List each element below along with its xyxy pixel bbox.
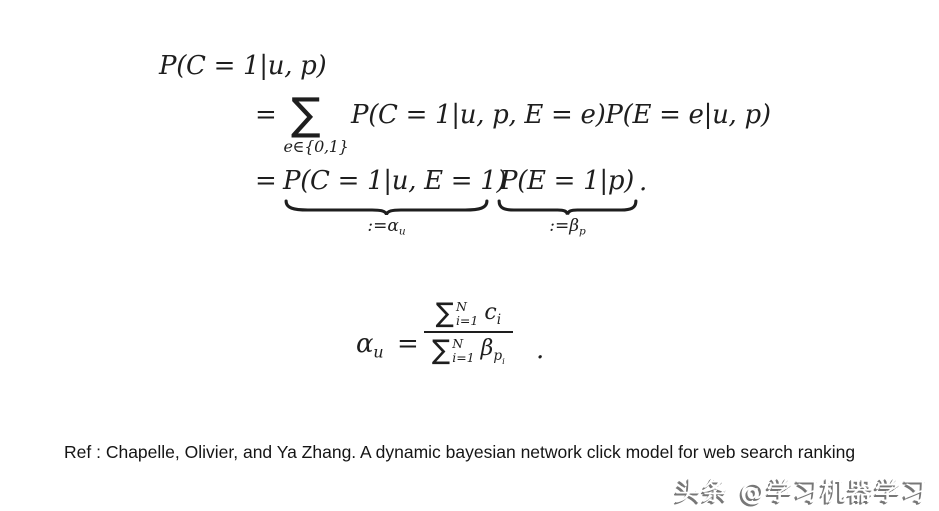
alpha-label-subscript: u <box>398 225 406 238</box>
beta-definition-label <box>497 216 638 238</box>
denominator-term <box>481 336 505 366</box>
denominator-sum-limits <box>452 337 474 365</box>
denominator-limit-bottom: i=1 <box>452 349 475 365</box>
line2-equals-sign: = <box>255 100 277 130</box>
denominator-sum-symbol: ∑ <box>432 335 451 367</box>
numerator-limit-bottom: i=1 <box>455 312 479 328</box>
numerator-limit-top: N <box>455 299 467 315</box>
denominator-sub-p: p <box>493 347 503 364</box>
alpha-label-text: :=α <box>367 216 399 236</box>
underbrace-beta <box>497 199 638 215</box>
beta-term: P(E = 1|p) <box>500 166 635 196</box>
alpha-formula-equals: = <box>397 329 419 359</box>
numerator-term <box>484 300 501 328</box>
watermark: 头条 @学习机器学习 <box>675 477 929 506</box>
fraction-numerator <box>428 300 509 328</box>
fraction-denominator <box>424 331 513 366</box>
alpha-formula-period: . <box>536 335 544 365</box>
numerator-sum-limits <box>456 300 478 328</box>
denominator-limit-top: N <box>452 335 464 351</box>
numerator-term-subscript: i <box>496 311 502 328</box>
line3-equals-sign: = <box>255 166 277 196</box>
beta-label-subscript: p <box>579 225 586 238</box>
alpha-symbol: α <box>356 329 374 359</box>
denominator-sub-i: i <box>502 355 505 366</box>
underbrace-alpha <box>283 199 490 215</box>
reference-text: Ref : Chapelle, Olivier, and Ya Zhang. A dynamic bayesian network click model for web search ranking <box>64 442 856 462</box>
summation-symbol: ∑ <box>291 89 321 140</box>
beta-label-text: :=β <box>549 216 580 236</box>
formula-line2-body: P(C = 1|u, p, E = e)P(E = e|u, p) <box>351 100 771 130</box>
alpha-definition-label <box>283 216 490 238</box>
summation-limits: e∈{0,1} <box>283 137 349 156</box>
alpha-symbol-subscript: u <box>373 342 384 362</box>
denominator-term-symbol: β <box>480 335 494 361</box>
formula-line1: P(C = 1|u, p) <box>159 51 327 81</box>
numerator-sum-symbol: ∑ <box>435 298 454 330</box>
line3-period: . <box>639 167 647 197</box>
alpha-formula-lhs <box>356 330 383 362</box>
numerator-term-symbol: c <box>484 300 497 325</box>
denominator-term-subscript <box>493 348 504 364</box>
alpha-term: P(C = 1|u, E = 1) <box>283 166 507 196</box>
alpha-fraction <box>424 300 513 365</box>
